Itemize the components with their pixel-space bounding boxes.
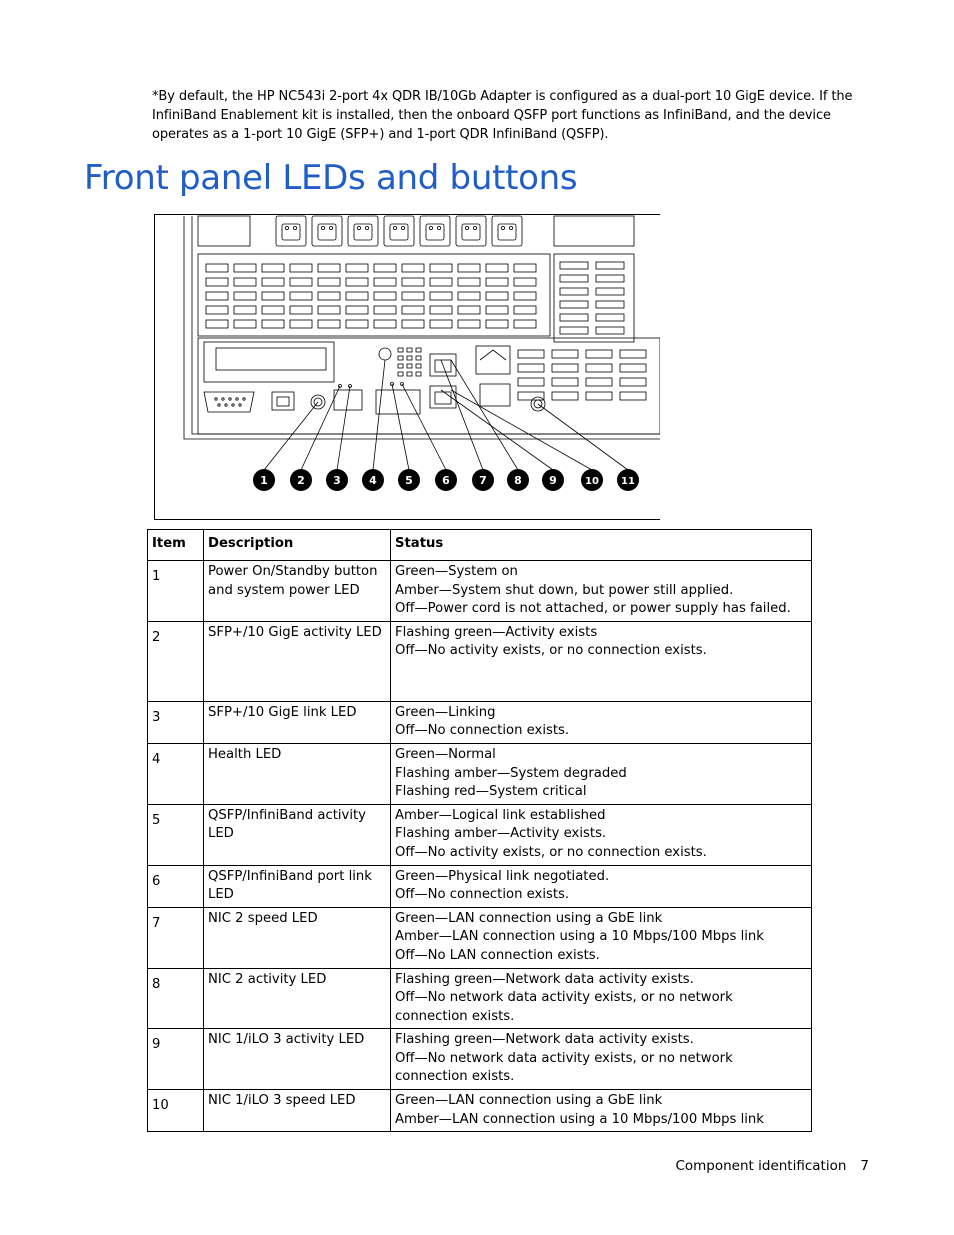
indicator-cell [407,364,412,368]
vent-slot [596,288,624,295]
table-row [148,561,812,622]
page-number: 7 [860,1158,869,1174]
vent-slot [402,264,424,272]
status-line: Amber—System shut down, but power still applied. [395,582,734,598]
row-description: SFP+/10 GigE link LED [204,701,391,743]
row-item-number: 3 [148,701,204,743]
status-line: Amber—LAN connection using a 10 Mbps/100 Mbps link [395,929,764,945]
vent-slot [262,306,284,314]
callout-label: 10 [585,476,599,487]
drive-bay [312,216,342,246]
vent-slot [430,264,452,272]
footer-section: Component identification [675,1158,847,1174]
drive-latch [318,224,336,240]
vent-slot [318,264,340,272]
vent-slot [346,320,368,328]
drive-latch [354,224,372,240]
indicator-cell [416,372,421,376]
callout-label: 7 [479,474,487,487]
vent-slot [518,364,544,372]
table-row [148,865,812,907]
row-description: QSFP/InfiniBand port link LED [204,865,391,907]
status-line: Flashing amber—Activity exists. [395,826,607,842]
row-item-number: 8 [148,968,204,1029]
vent-slot [234,264,256,272]
callout-label: 1 [260,474,268,487]
row-status [391,865,812,907]
chassis-outline [184,216,660,439]
vent-slot [262,320,284,328]
drive-bay [276,216,306,246]
intro-note: *By default, the HP NC543i 2-port 4x QDR IB/10Gb Adapter is configured as a dual-port 10 GigE device. If the InfiniBand Enablement kit is installed, then the onboard QSFP port functions as InfiniBand, and the device operates as a 1-port 10 GigE (SFP+) and 1-port QDR InfiniBand (QSFP). [152,89,853,142]
leader-line [373,360,385,470]
drive-led [429,226,432,229]
vent-slot [430,306,452,314]
vent-slot [458,320,480,328]
status-line: Off—No connection exists. [395,887,570,903]
indicator-cell [407,348,412,352]
vent-slot [560,262,588,269]
row-description: NIC 1/iLO 3 activity LED [204,1029,391,1090]
vent-slot [596,314,624,321]
vent-slot [458,264,480,272]
vent-slot [234,306,256,314]
row-description: NIC 2 activity LED [204,968,391,1029]
drive-led [285,226,288,229]
table-row [148,968,812,1029]
status-line: Off—No activity exists, or no connection exists. [395,643,707,659]
row-status [391,1090,812,1132]
status-line: Green—Linking [395,704,496,720]
status-line: Off—No network data activity exists, or no network connection exists. [395,990,733,1024]
status-line: Off—Power cord is not attached, or power supply has failed. [395,601,791,617]
status-line: Green—LAN connection using a GbE link [395,1093,663,1109]
indicator-cell [407,372,412,376]
row-status [391,968,812,1029]
drive-led [357,226,360,229]
indicator-cell [398,348,403,352]
vent-slot [586,378,612,386]
table-row [148,1029,812,1090]
vent-slot [374,264,396,272]
row-status [391,804,812,865]
vent-slot [560,301,588,308]
vent-slot [514,278,536,286]
vga-pin [225,404,227,406]
vent-slot [458,278,480,286]
drive-led [401,226,404,229]
row-item-number: 5 [148,804,204,865]
vent-slot [206,320,228,328]
row-item-number: 1 [148,561,204,622]
vent-slot [374,320,396,328]
vent-slot [290,306,312,314]
vent-slot [290,320,312,328]
drive-latch [390,224,408,240]
vent-slot [596,275,624,282]
drive-led [365,226,368,229]
vent-slot [560,327,588,334]
vent-slot [206,264,228,272]
port-block-detail [480,350,506,360]
indicator-cell [398,356,403,360]
table-row [148,743,812,804]
drive-bay [456,216,486,246]
vent-slot [262,278,284,286]
indicator-cell [416,364,421,368]
vent-slot [290,278,312,286]
status-line: Flashing green—Activity exists [395,624,598,640]
vent-slot [458,306,480,314]
vent-slot [518,350,544,358]
header-item: Item [148,530,204,561]
row-item-number: 4 [148,743,204,804]
callout-label: 4 [369,474,377,487]
drive-bay [492,216,522,246]
callout-label: 8 [514,474,522,487]
row-description: NIC 2 speed LED [204,907,391,968]
callout-label: 2 [297,474,305,487]
row-item-number: 9 [148,1029,204,1090]
table-row [148,701,812,743]
header-description: Description [204,530,391,561]
status-line: Off—No activity exists, or no connection exists. [395,844,707,860]
status-line: Flashing red—System critical [395,784,587,800]
indicator-cell [398,372,403,376]
vent-slot [234,278,256,286]
vent-slot [486,306,508,314]
row-item-number: 10 [148,1090,204,1132]
drive-bay [348,216,378,246]
indicator-cell [407,356,412,360]
vent-slot [620,364,646,372]
vent-slot [346,278,368,286]
vent-slot [346,306,368,314]
callout-label: 6 [442,474,450,487]
drive-led [393,226,396,229]
vent-slot [402,278,424,286]
usb-block [480,384,510,406]
nic1-jack [435,392,451,404]
vga-pin [229,398,231,400]
vent-slot [206,278,228,286]
vent-slot [586,392,612,400]
row-description: SFP+/10 GigE activity LED [204,621,391,701]
vent-slot [596,301,624,308]
vent-slot [206,306,228,314]
vent-slot [206,292,228,300]
status-line: Off—No connection exists. [395,723,570,739]
vent-slot [620,350,646,358]
vent-slot [402,306,424,314]
vent-slot [262,264,284,272]
vent-slot [514,306,536,314]
vent-slot [552,350,578,358]
vent-slot [486,292,508,300]
vga-pin [215,398,217,400]
vent-slot [518,378,544,386]
section-title: Front panel LEDs and buttons [84,158,578,198]
vent-slot [346,264,368,272]
row-item-number: 6 [148,865,204,907]
qsfp-cage [376,390,420,414]
leader-line [337,386,350,470]
status-line: Green—System on [395,564,518,579]
rj45-jack [277,397,289,406]
vent-slot [596,327,624,334]
vga-pin [218,404,220,406]
leader-line [441,360,483,470]
top-bay-right [554,216,634,246]
front-panel-illustration [154,214,660,520]
row-status [391,743,812,804]
row-description: QSFP/InfiniBand activity LED [204,804,391,865]
vent-slot [374,306,396,314]
vga-pin [236,398,238,400]
row-status [391,701,812,743]
status-line: Flashing green—Network data activity exists. [395,1032,694,1048]
row-description: NIC 1/iLO 3 speed LED [204,1090,391,1132]
vent-slot [514,320,536,328]
drive-led [437,226,440,229]
drive-bay [420,216,450,246]
drive-led [321,226,324,229]
row-status [391,621,812,701]
vent-slot [318,292,340,300]
vent-slot [486,320,508,328]
drive-led [509,226,512,229]
vent-slot [402,320,424,328]
status-line: Green—LAN connection using a GbE link [395,910,663,926]
vent-slot [560,288,588,295]
leader-line [451,390,592,470]
health-led [379,348,391,360]
table-row [148,907,812,968]
table-row [148,804,812,865]
vent-slot [234,292,256,300]
row-description: Power On/Standby button and system power LED [204,561,391,622]
page-footer [675,1158,869,1174]
row-status [391,1029,812,1090]
vga-pin [239,404,241,406]
vent-slot [430,292,452,300]
expansion-card-bracket [216,348,326,370]
vent-slot [586,350,612,358]
vent-slot [290,292,312,300]
vent-slot [430,278,452,286]
table-row [148,621,812,701]
drive-led [293,226,296,229]
drive-latch [462,224,480,240]
vent-slot [318,306,340,314]
row-status [391,561,812,622]
vent-slot [620,392,646,400]
row-item-number: 2 [148,621,204,701]
front-panel-figure [154,214,660,520]
callout-label: 11 [621,476,635,487]
vent-slot [552,392,578,400]
vga-pin [222,398,224,400]
table-row [148,1090,812,1132]
indicator-cell [416,356,421,360]
vent-slot [458,292,480,300]
status-line: Off—No network data activity exists, or no network connection exists. [395,1050,733,1085]
leader-line [264,402,318,470]
drive-led [501,226,504,229]
vent-slot [514,292,536,300]
vent-slot [514,264,536,272]
vent-slot [596,262,624,269]
status-line: Off—No LAN connection exists. [395,947,600,963]
vent-slot [486,278,508,286]
callout-label: 3 [333,474,341,487]
vent-slot [402,292,424,300]
vent-slot [346,292,368,300]
leader-line [441,390,553,470]
status-line: Amber—LAN connection using a 10 Mbps/100 Mbps link [395,1111,764,1127]
vent-slot [560,275,588,282]
vent-slot [560,314,588,321]
leader-line [451,360,518,470]
leader-line [392,384,409,470]
leader-line [402,384,446,470]
drive-latch [282,224,300,240]
vga-pin [243,398,245,400]
header-status: Status [391,530,812,561]
drive-led [473,226,476,229]
status-line: Flashing green—Network data activity exists. [395,971,694,987]
led-table [147,529,812,1132]
drive-led [465,226,468,229]
rj45-port [272,392,294,410]
status-line: Green—Normal [395,746,496,762]
vent-slot [552,364,578,372]
vent-slot [518,392,544,400]
callout-label: 5 [405,474,413,487]
callout-label: 9 [549,474,557,487]
vent-slot [430,320,452,328]
status-line: Flashing amber—System degraded [395,765,627,781]
vent-slot [318,320,340,328]
top-bay [198,216,250,246]
row-description: Health LED [204,743,391,804]
vent-slot [318,278,340,286]
drive-led [329,226,332,229]
indicator-cell [416,348,421,352]
leader-line [538,404,628,470]
vent-slot [620,378,646,386]
vent-slot [262,292,284,300]
vga-port [204,392,254,412]
vent-block-right [554,254,634,342]
row-status [391,907,812,968]
drive-latch [426,224,444,240]
table-header-row [148,530,812,561]
vent-slot [290,264,312,272]
vent-slot [586,364,612,372]
status-line: Amber—Logical link established [395,807,606,823]
vent-slot [486,264,508,272]
vent-slot [234,320,256,328]
indicator-cell [398,364,403,368]
vent-slot [374,292,396,300]
vga-pin [232,404,234,406]
vent-slot [552,378,578,386]
drive-bay [384,216,414,246]
drive-latch [498,224,516,240]
vent-slot [374,278,396,286]
status-line: Green—Physical link negotiated. [395,868,610,884]
row-item-number: 7 [148,907,204,968]
